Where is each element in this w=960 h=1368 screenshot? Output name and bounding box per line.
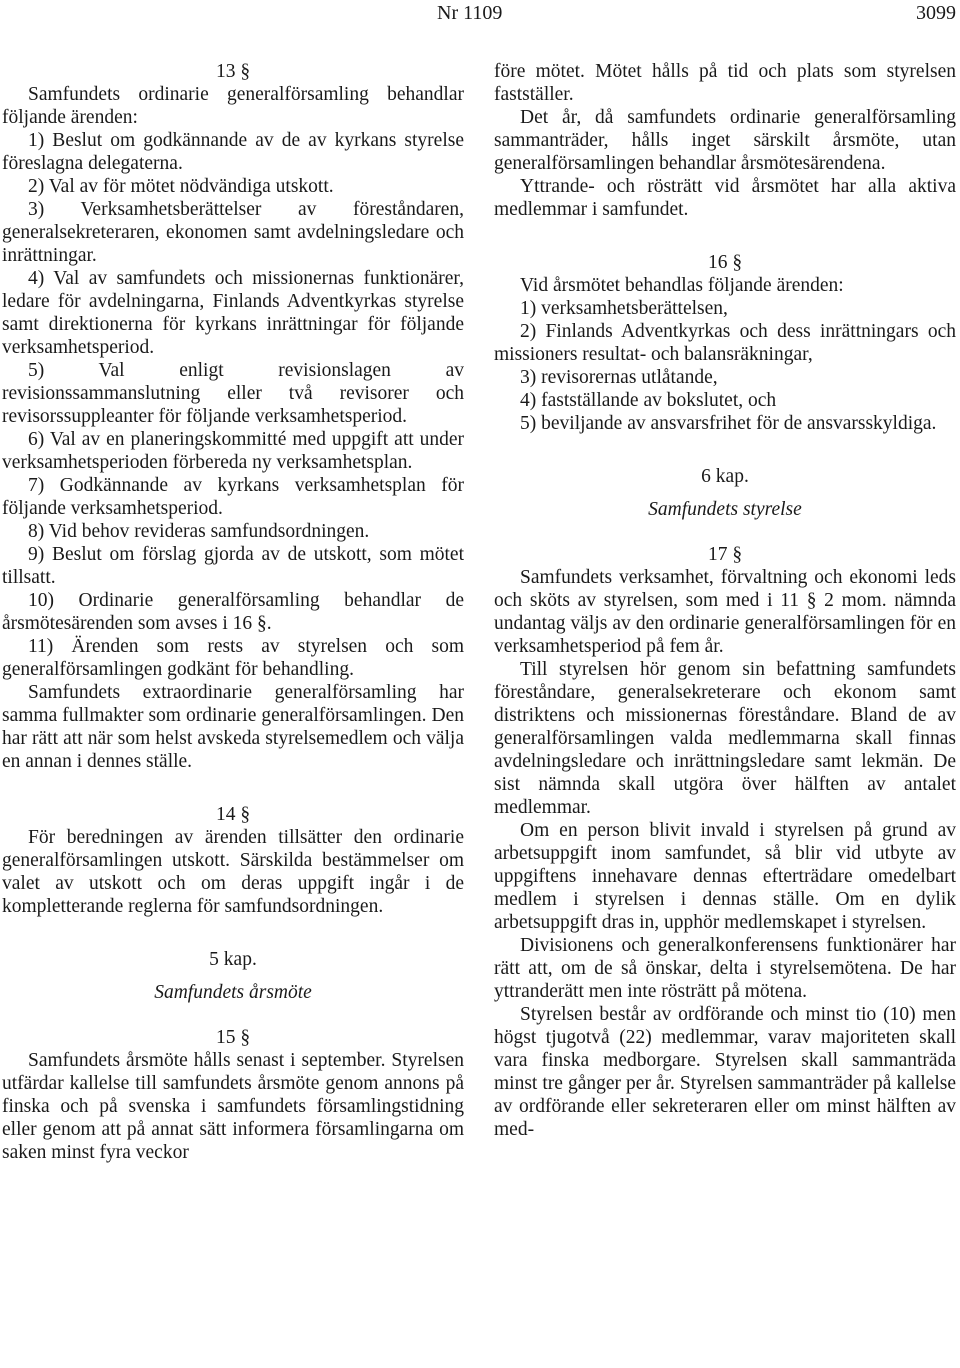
chapter-5-title: Samfundets årsmöte	[154, 982, 312, 1003]
section-13-item-2: 2) Val av för mötet nödvändiga utskott.	[28, 176, 334, 197]
section-17-paragraph-3: Om en person blivit invald i styrelsen på grund av arbetsuppgift inom samfundet, så blir vid utbyte av uppgiftens innehavare dennas efterträdare omedelbart medlem i styrelsen i dennas ställe. Om en dylik arbetsuppgift dras in, upphör medlemskapet i styrelsen.	[494, 820, 956, 933]
section-16-heading: 16 §	[707, 252, 743, 273]
section-16-item-1: 1) verksamhetsberättelsen,	[520, 298, 728, 319]
section-16-intro: Vid årsmötet behandlas följande ärenden:	[520, 275, 844, 296]
section-13-item-4: 4) Val av samfundets och missionernas funktionärer, ledare för avdelningarna, Finlands Adventkyrkas styrelse samt direktionerna för kyrkans inrättningar för följande verksamhetsperiod.	[2, 268, 464, 358]
section-15-continuation: före mötet. Mötet hålls på tid och plats som styrelsen fastställer.	[494, 61, 956, 105]
chapter-5-label: 5 kap.	[209, 949, 257, 970]
section-16-item-2: 2) Finlands Adventkyrkas och dess inrättningars och missioners resultat- och balansräkningar,	[494, 321, 956, 365]
section-15-heading: 15 §	[215, 1027, 251, 1048]
page-number: 3099	[916, 2, 956, 24]
chapter-6-label: 6 kap.	[701, 466, 749, 487]
section-13-extraordinary: Samfundets extraordinarie generalförsamling har samma fullmakter som ordinarie generalförsamlingen. Den har rätt att när som helst avskeda styrelsemedlem och välja en annan i dennes ställe.	[2, 682, 464, 772]
chapter-6-title: Samfundets styrelse	[648, 499, 802, 520]
section-13-heading: 13 §	[215, 61, 251, 82]
section-13-item-6: 6) Val av en planeringskommitté med uppgift att under verksamhetsperioden förbereda ny verksamhetsplan.	[2, 429, 464, 473]
section-16-item-4: 4) fastställande av bokslutet, och	[520, 390, 777, 411]
section-16-item-3: 3) revisorernas utlåtande,	[520, 367, 718, 388]
section-13-item-7: 7) Godkännande av kyrkans verksamhetsplan för följande verksamhetsperiod.	[2, 475, 464, 519]
section-17-paragraph-1: Samfundets verksamhet, förvaltning och ekonomi leds och sköts av styrelsen, som med i 11 § 2 mom. nämnda undantag väljs av den ordinarie generalförsamlingen för en verksamhetsperiod på fem år.	[494, 567, 956, 657]
section-17-paragraph-5: Styrelsen består av ordförande och minst tio (10) men högst tjugotvå (22) medlemmar, varav majoriteten skall vara finska medborgare. Styrelsen skall sammanträda minst tre gånger per år. Styrelsen sammanträder på kallelse av ordförande eller sekreteraren eller om minst hälften av med-	[494, 1004, 956, 1140]
section-13-item-10: 10) Ordinarie generalförsamling behandlar de årsmötesärenden som avses i 16 §.	[2, 590, 464, 634]
section-16-item-5: 5) beviljande av ansvarsfrihet för de ansvarsskyldiga.	[520, 413, 937, 434]
issue-number: Nr 1109	[437, 2, 503, 24]
left-column	[2, 60, 464, 1164]
section-17-heading: 17 §	[707, 544, 743, 565]
section-13-item-1: 1) Beslut om godkännande av de av kyrkans styrelse föreslagna delegaterna.	[2, 130, 464, 174]
right-column	[494, 60, 956, 1141]
section-15-paragraph-2: Det år, då samfundets ordinarie generalförsamling sammanträder, hålls inget särskilt årsmöte, utan generalförsamlingen behandlar årsmötesärendena.	[494, 107, 956, 174]
section-15-paragraph-3: Yttrande- och rösträtt vid årsmötet har alla aktiva medlemmar i samfundet.	[494, 176, 956, 220]
section-17-paragraph-4: Divisionens och generalkonferensens funktionärer har rätt att, om de så önskar, delta i styrelsemötena. De har yttranderätt men inte rösträtt på mötena.	[494, 935, 956, 1002]
section-13-item-11: 11) Ärenden som rests av styrelsen och som generalförsamlingen godkänt för behandling.	[2, 636, 464, 680]
section-13-item-9: 9) Beslut om förslag gjorda av de utskott, som mötet tillsatt.	[2, 544, 464, 588]
section-13-item-8: 8) Vid behov revideras samfundsordningen.	[28, 521, 370, 542]
section-14-heading: 14 §	[215, 804, 251, 825]
page-header	[0, 2, 960, 32]
section-15-text: Samfundets årsmöte hålls senast i september. Styrelsen utfärdar kallelse till samfundets årsmöte genom annons på finska och på svenska i samfundets församlingstidning eller genom att på annat sätt informera församlingarna om saken minst fyra veckor	[2, 1050, 464, 1163]
section-13-item-5: 5) Val enligt revisionslagen av revisionssammanslutning eller två revisorer och revisorssuppleanter för följande verksamhetsperiod.	[2, 360, 464, 427]
section-14-text: För beredningen av ärenden tillsätter den ordinarie generalförsamlingen utskott. Särskilda bestämmelser om valet av utskott och om deras uppgift ingår i de kompletterande reglerna för samfundsordningen.	[2, 827, 464, 917]
section-17-paragraph-2: Till styrelsen hör genom sin befattning samfundets föreståndare, generalsekreterare och ekonom samt distriktens och missionernas föreståndare. Bland de av generalförsamlingen valda medlemmarna skall finnas avdelningsledare och inrättningsledare samt lekmän. De sist nämnda skall utgöra över hälften av antalet medlemmar.	[494, 659, 956, 818]
section-13-item-3: 3) Verksamhetsberättelser av föreståndaren, generalsekreteraren, ekonomen samt avdelningsledare och inrättningar.	[2, 199, 464, 266]
section-13-intro: Samfundets ordinarie generalförsamling behandlar följande ärenden:	[2, 84, 464, 128]
